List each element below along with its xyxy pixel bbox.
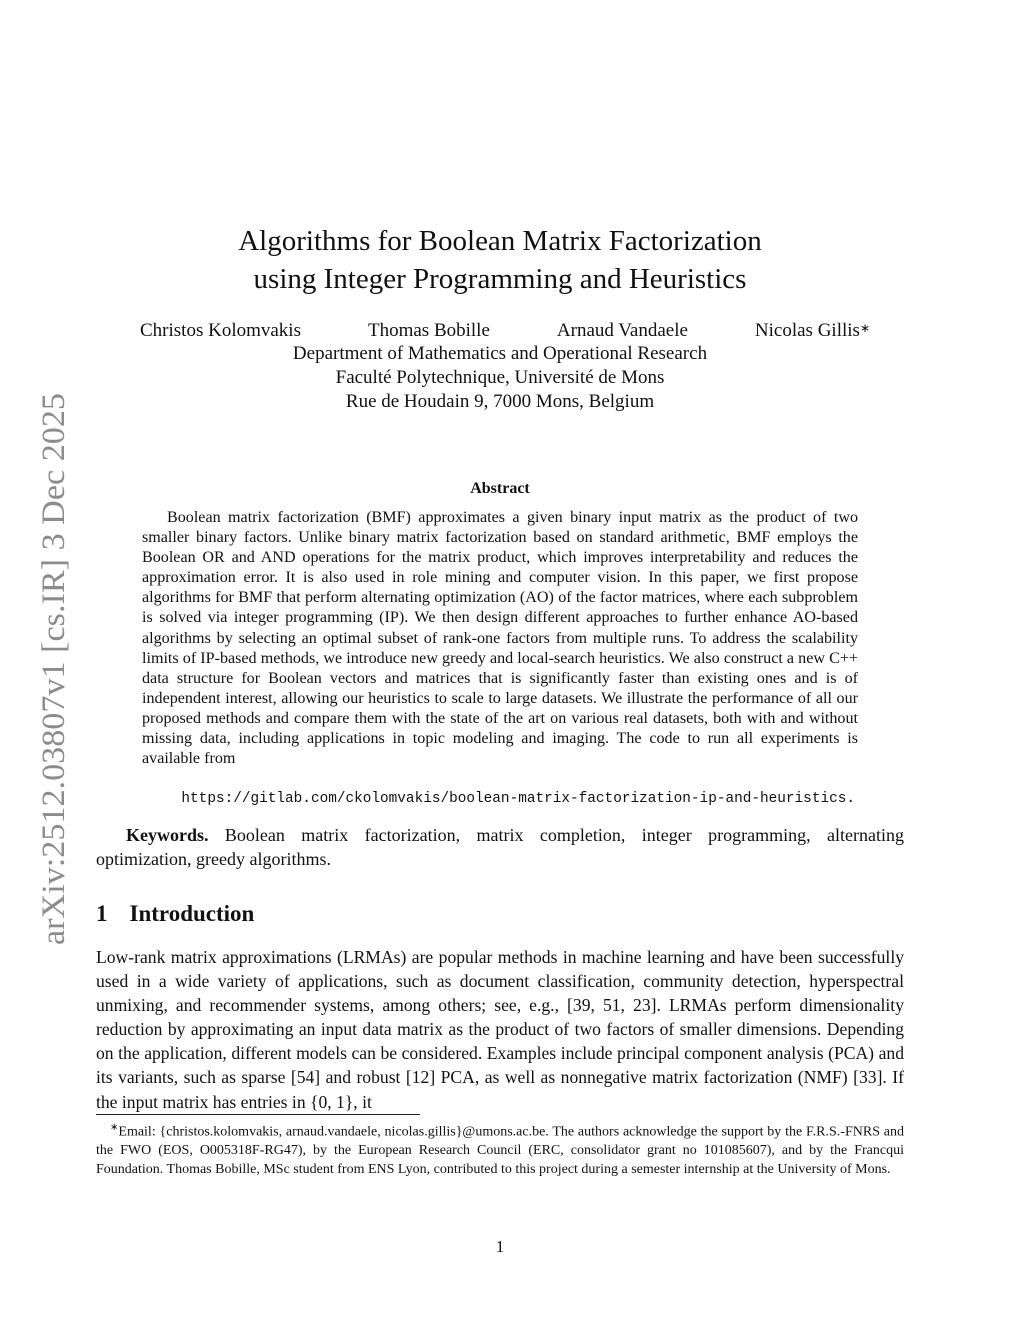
footnote-mark: ∗ (110, 1122, 119, 1133)
title-line-1: Algorithms for Boolean Matrix Factorization (238, 225, 762, 257)
keywords-label: Keywords. (126, 825, 209, 845)
keywords-paragraph (96, 823, 904, 871)
keywords-text: Boolean matrix factorization, matrix completion, integer programming, alternating optimization, greedy algorithms. (96, 825, 905, 869)
code-repository-link[interactable]: https://gitlab.com/ckolomvakis/boolean-matrix-factorization-ip-and-heuristics. (181, 791, 855, 807)
section-title: Introduction (129, 901, 255, 926)
section-heading-introduction (96, 898, 254, 930)
affiliation-line-2: Faculté Polytechnique, Université de Mons (335, 367, 665, 388)
arxiv-identifier-stamp (22, 390, 82, 950)
section-number: 1 (96, 901, 108, 926)
page-number: 1 (495, 1237, 505, 1256)
affiliation (200, 342, 800, 414)
title-line-2: using Integer Programming and Heuristics (253, 263, 747, 295)
author-list (140, 319, 870, 343)
author-4: Nicolas Gillis∗ (754, 320, 870, 341)
arxiv-stamp-svg (22, 390, 82, 950)
author-3: Arnaud Vandaele (556, 320, 688, 341)
introduction-body: Low-rank matrix approximations (LRMAs) are popular methods in machine learning and have been successfully used in a wide variety of applications, such as document classification, community detection, hyperspectral unmixing, and recommender systems, among others; see, e.g., [39, 51, 23]. LRMAs perform dimensionality reduction by approximating an input data matrix as the product of two factors of smaller dimensions. Depending on the application, different models can be considered. Examples include principal component analysis (PCA) and its variants, such as sparse [54] and robust [12] PCA, as well as nonnegative matrix factorization (NMF) [33]. If the input matrix has entries in {0, 1}, it (96, 947, 904, 1112)
arxiv-stamp-text: arXiv:2512.03807v1 [cs.IR] 3 Dec 2025 (36, 411, 72, 945)
footnote (96, 1119, 904, 1179)
author-1: Christos Kolomvakis (140, 320, 301, 341)
author-footnote-mark: ∗ (859, 321, 870, 335)
abstract-heading: Abstract (470, 480, 530, 497)
footnote-divider (96, 1114, 420, 1115)
affiliation-line-1: Department of Mathematics and Operational Research (292, 343, 708, 364)
footnote-text: Email: {christos.kolomvakis, arnaud.vandaele, nicolas.gillis}@umons.ac.be. The authors acknowledge the support by the F.R.S.-FNRS and the FWO (EOS, O005318F-RG47), by the European Research Council (ERC, consolidator grant no 101085607), and by the Francqui Foundation. Thomas Bobille, MSc student from ENS Lyon, contributed to this project during a semester internship at the University of Mons. (96, 1124, 904, 1177)
author-2: Thomas Bobille (367, 320, 490, 341)
abstract-body: Boolean matrix factorization (BMF) approximates a given binary input matrix as the product of two smaller binary factors. Unlike binary matrix factorization based on standard arithmetic, BMF employs the Boolean OR and AND operations for the matrix product, which improves interpretability and reduces the approximation error. It is also used in role mining and computer vision. In this paper, we first propose algorithms for BMF that perform alternating optimization (AO) of the factor matrices, where each subproblem is solved via integer programming (IP). We then design different approaches to further enhance AO-based algorithms by selecting an optimal subset of rank-one factors from multiple runs. To address the scalability limits of IP-based methods, we introduce new greedy and local-search heuristics. We also construct a new C++ data structure for Boolean vectors and matrices that is significantly faster than existing ones and is of independent interest, allowing our heuristics to scale to large datasets. We illustrate the performance of all our proposed methods and compare them with the state of the art on various real datasets, both with and without missing data, including applications in topic modeling and imaging. The code to run all experiments is available from (142, 509, 858, 768)
paper-title (160, 222, 840, 298)
affiliation-line-3: Rue de Houdain 9, 7000 Mons, Belgium (345, 391, 655, 412)
